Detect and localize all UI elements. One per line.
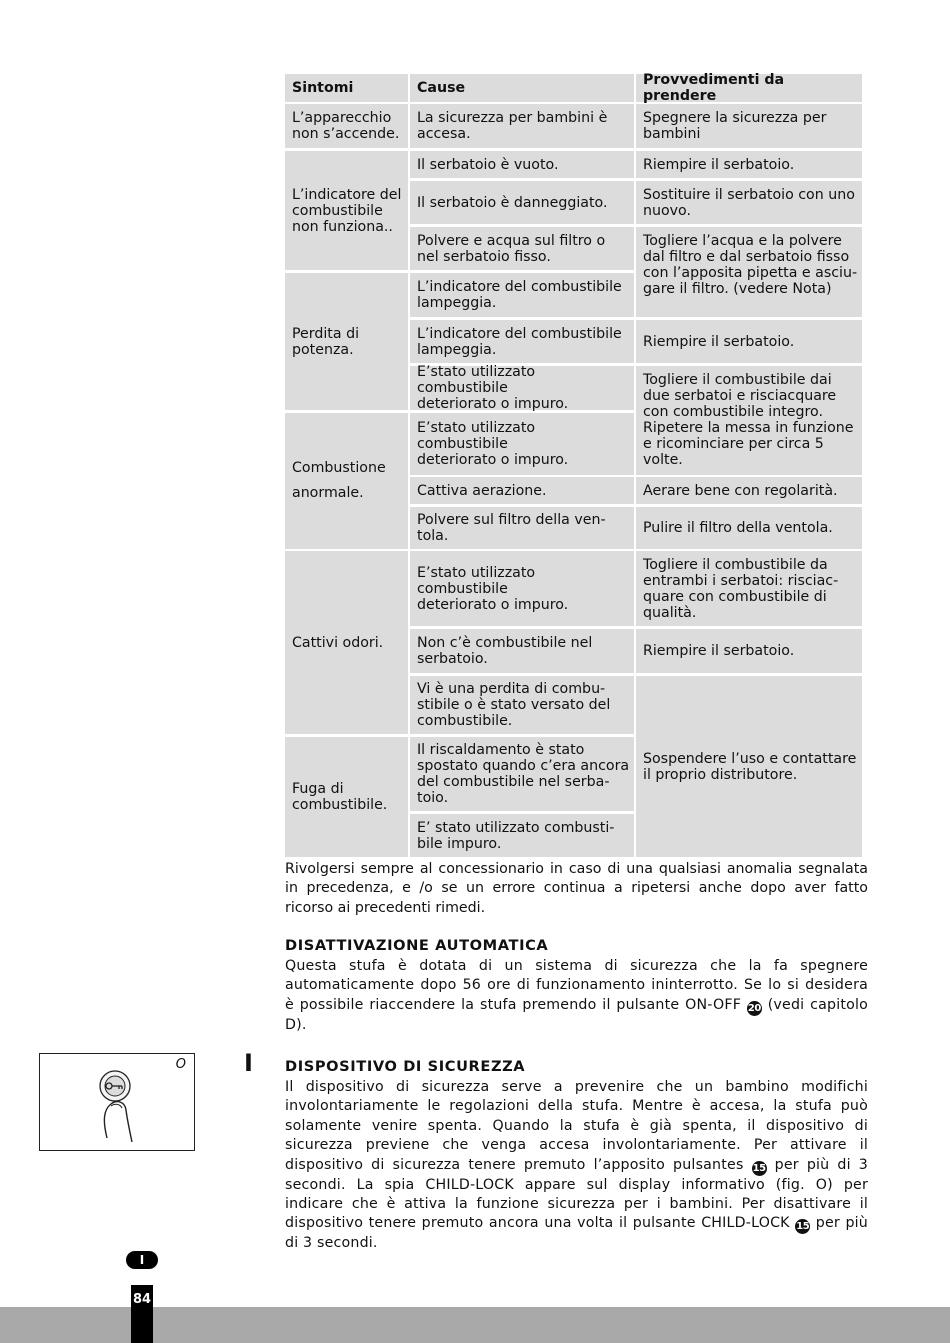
cause-cell: Cattiva aerazione. <box>410 477 634 504</box>
cause-cell: E’stato utilizzato combustibile deteriorato o impuro. <box>410 366 634 410</box>
safety-text-3: per più di 3 secondi. <box>285 1215 868 1252</box>
cause-cell: Il riscaldamento è stato spostato quando c’era ancora del combustibile nel serba- toio. <box>410 737 634 811</box>
note-paragraph: Rivolgersi sempre al concessionario in caso di una qualsiasi anomalia segnalata in precedenza, e /o se un errore continua a ripetersi anche dopo aver fatto ricorso ai precedenti rimedi. <box>285 861 868 916</box>
cause-cell: E’stato utilizzato combustibile deteriorato o impuro. <box>410 551 634 626</box>
auto-off-title: DISATTIVAZIONE AUTOMATICA <box>285 937 549 954</box>
remedy-cell: Aerare bene con regolarità. <box>636 477 862 504</box>
remedy-cell: Sostituire il serbatoio con uno nuovo. <box>636 181 862 224</box>
figure-label: O <box>175 1057 186 1072</box>
cause-cell: E’ stato utilizzato combusti- bile impuro. <box>410 814 634 857</box>
header-symptoms: Sintomi <box>285 74 408 102</box>
cause-cell: Polvere e acqua sul filtro o nel serbatoio fisso. <box>410 227 634 270</box>
remedy-cell: Spegnere la sicurezza per bambini <box>636 104 862 148</box>
remedy-cell: Togliere il combustibile da entrambi i serbatoi: risciac- quare con combustibile di qualità. <box>636 551 862 626</box>
language-badge: I <box>126 1251 158 1269</box>
cause-cell: Non c’è combustibile nel serbatoio. <box>410 629 634 673</box>
page-number: 84 <box>132 1292 152 1307</box>
symptom-cell: Fuga di combustibile. <box>285 737 408 857</box>
symptom-cell: Cattivi odori. <box>285 551 408 734</box>
remedy-cell: Riempire il serbatoio. <box>636 151 862 178</box>
button-ref-20-icon: 20 <box>747 1002 761 1014</box>
cause-cell: Polvere sul filtro della ven- tola. <box>410 507 634 549</box>
symptom-cell: L’indicatore del combustibile non funziona.. <box>285 151 408 270</box>
button-ref-15-icon: 15 <box>752 1162 766 1174</box>
cause-cell: La sicurezza per bambini è accesa. <box>410 104 634 148</box>
figure-o <box>39 1053 195 1151</box>
remedy-cell: Pulire il filtro della ventola. <box>636 507 862 549</box>
remedy-cell: Riempire il serbatoio. <box>636 320 862 363</box>
section-letter: I <box>244 1049 253 1077</box>
safety-text-2: per più di 3 secondi. La spia CHILD-LOCK appare sul display informativo (fig. O) per indicare che è attiva la funzione sicurezza per i bambini. Per disattivare il dispositivo tenere premuto ancora una volta il pulsante CHILD-LOCK <box>285 1156 868 1232</box>
finger-press-illustration <box>85 1058 165 1148</box>
cause-cell: E’stato utilizzato combustibile deteriorato o impuro. <box>410 413 634 475</box>
cause-cell: L’indicatore del combustibile lampeggia. <box>410 320 634 363</box>
header-remedies: Provvedimenti da prendere <box>636 74 862 102</box>
auto-off-paragraph <box>285 957 868 1035</box>
remedy-cell: Togliere l’acqua e la polvere dal filtro e dal serbatoio fisso con l’apposita pipetta e asciu- gare il filtro. (vedere Nota) <box>636 227 862 317</box>
remedy-cell: Togliere il combustibile dai due serbatoi e risciacquare con combustibile integro. Ripetere la messa in funzione e ricominciare per circa 5 volte. <box>636 366 862 475</box>
safety-paragraph <box>285 1078 868 1254</box>
cause-cell: Il serbatoio è danneggiato. <box>410 181 634 224</box>
auto-off-text-1: Questa stufa è dotata di un sistema di sicurezza che la fa spegnere automaticamente dopo 56 ore di funzionamento ininterrotto. Se lo si desidera è possibile riaccendere la stufa premendo il pulsante ON-OFF <box>285 958 868 1013</box>
symptom-cell: L’apparecchio non s’accende. <box>285 104 408 148</box>
header-causes: Cause <box>410 74 634 102</box>
safety-title: DISPOSITIVO DI SICUREZZA <box>285 1058 526 1075</box>
cause-cell: Il serbatoio è vuoto. <box>410 151 634 178</box>
remedy-cell: Riempire il serbatoio. <box>636 629 862 673</box>
remedy-cell: Sospendere l’uso e contattare il proprio distributore. <box>636 676 862 857</box>
cause-cell: L’indicatore del combustibile lampeggia. <box>410 273 634 317</box>
safety-text-1: Il dispositivo di sicurezza serve a prevenire che un bambino modifichi involontariamente le regolazioni della stufa. Mentre è accesa, la stufa può solamente venire spenta. Quando la stufa è già spenta, il dispositivo di sicurezza previene che venga accesa involontariamente. Per attivare il dispositivo di sicurezza tenere premuto l’apposito pulsantes <box>285 1079 868 1173</box>
auto-off-text-2: (vedi capitolo D). <box>285 996 869 1033</box>
symptom-cell: Combustione anormale. <box>285 413 408 549</box>
cause-cell: Vi è una perdita di combu- stibile o è stato versato del combustibile. <box>410 676 634 734</box>
symptom-cell: Perdita di potenza. <box>285 273 408 410</box>
button-ref-15-icon: 15 <box>796 1221 810 1233</box>
